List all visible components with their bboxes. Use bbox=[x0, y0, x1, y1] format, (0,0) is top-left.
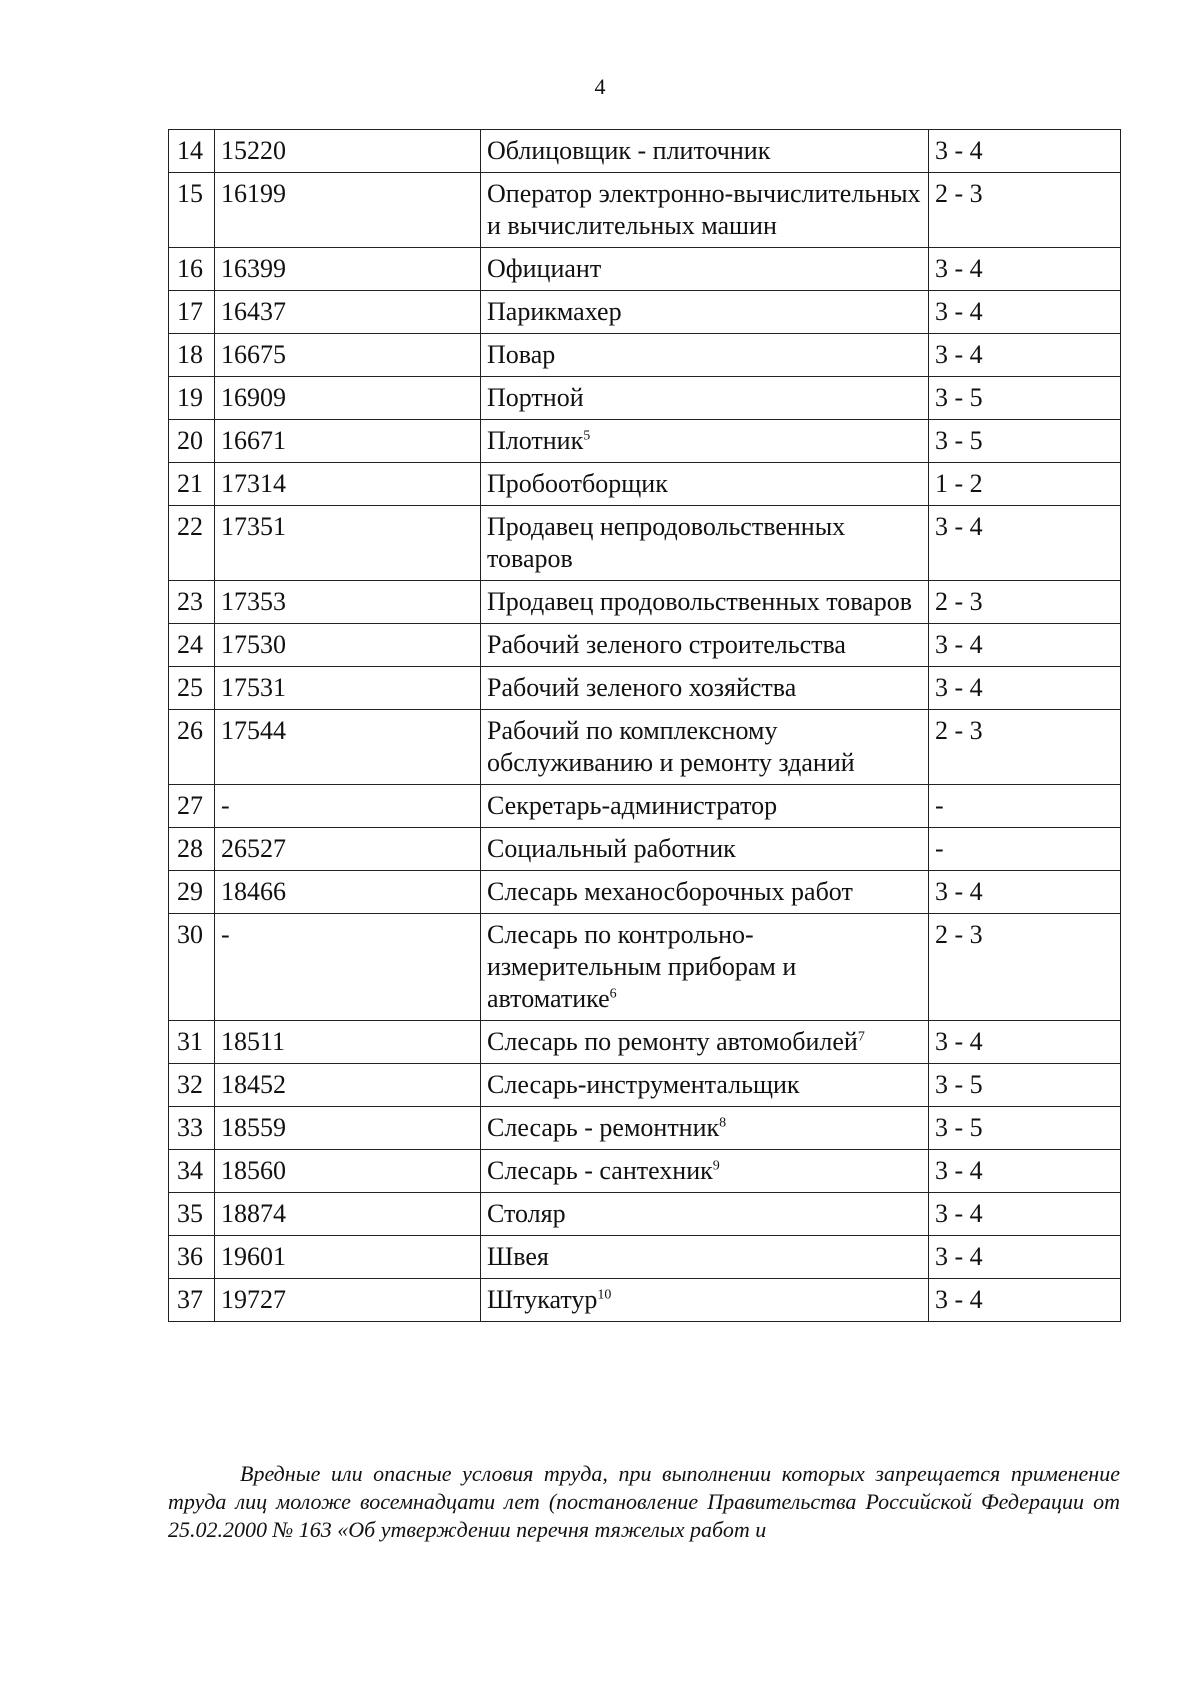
grade-cell-text: 3 - 4 bbox=[935, 1027, 983, 1056]
code-cell bbox=[215, 463, 481, 506]
row-number-cell bbox=[169, 710, 215, 785]
table-row bbox=[169, 785, 1121, 828]
table-row bbox=[169, 248, 1121, 291]
row-number-cell-text: 23 bbox=[177, 587, 203, 616]
code-cell-text: 16399 bbox=[221, 254, 286, 283]
row-number-cell bbox=[169, 130, 215, 173]
row-number-cell bbox=[169, 1150, 215, 1193]
table-row bbox=[169, 420, 1121, 463]
row-number-cell-text: 22 bbox=[177, 512, 203, 541]
row-number-cell bbox=[169, 463, 215, 506]
profession-name-cell-text: Портной bbox=[487, 383, 584, 412]
grade-cell-text: 1 - 2 bbox=[935, 469, 983, 498]
professions-table bbox=[168, 129, 1121, 1322]
profession-name-cell-text: Слесарь - ремонтник bbox=[487, 1113, 720, 1142]
profession-name-cell bbox=[481, 291, 929, 334]
row-number-cell bbox=[169, 914, 215, 1021]
row-number-cell-text: 36 bbox=[177, 1242, 203, 1271]
code-cell-text: 15220 bbox=[221, 136, 286, 165]
profession-name-cell-text: Плотник bbox=[487, 426, 584, 455]
code-cell bbox=[215, 1107, 481, 1150]
grade-cell-text: 3 - 4 bbox=[935, 673, 983, 702]
profession-name-cell-text: Повар bbox=[487, 340, 556, 369]
code-cell bbox=[215, 624, 481, 667]
grade-cell bbox=[929, 334, 1121, 377]
row-number-cell-text: 25 bbox=[177, 673, 203, 702]
code-cell bbox=[215, 248, 481, 291]
table-row bbox=[169, 1064, 1121, 1107]
grade-cell bbox=[929, 624, 1121, 667]
code-cell-text: 18559 bbox=[221, 1113, 286, 1142]
code-cell bbox=[215, 334, 481, 377]
row-number-cell-text: 26 bbox=[177, 716, 203, 745]
table-row bbox=[169, 463, 1121, 506]
grade-cell-text: 2 - 3 bbox=[935, 716, 983, 745]
profession-name-cell-text: Штукатур bbox=[487, 1285, 598, 1314]
page-number: 4 bbox=[594, 74, 606, 99]
profession-name-cell bbox=[481, 667, 929, 710]
code-cell bbox=[215, 377, 481, 420]
row-number-cell-text: 19 bbox=[177, 383, 203, 412]
grade-cell-text: 3 - 4 bbox=[935, 340, 983, 369]
row-number-cell bbox=[169, 871, 215, 914]
code-cell bbox=[215, 1064, 481, 1107]
code-cell bbox=[215, 1236, 481, 1279]
row-number-cell bbox=[169, 828, 215, 871]
table-row bbox=[169, 710, 1121, 785]
code-cell-text: 17530 bbox=[221, 630, 286, 659]
grade-cell-text: 2 - 3 bbox=[935, 920, 983, 949]
grade-cell bbox=[929, 130, 1121, 173]
grade-cell-text: 3 - 4 bbox=[935, 297, 983, 326]
profession-name-cell bbox=[481, 914, 929, 1021]
code-cell-text: 16199 bbox=[221, 179, 286, 208]
profession-name-cell-text: Парикмахер bbox=[487, 297, 622, 326]
grade-cell bbox=[929, 463, 1121, 506]
grade-cell-text: 3 - 4 bbox=[935, 1199, 983, 1228]
profession-name-cell bbox=[481, 248, 929, 291]
profession-name-cell bbox=[481, 828, 929, 871]
code-cell-text: 18560 bbox=[221, 1156, 286, 1185]
profession-name-cell bbox=[481, 463, 929, 506]
footnote-marker: 7 bbox=[857, 1029, 865, 1045]
row-number-cell bbox=[169, 334, 215, 377]
table-row bbox=[169, 130, 1121, 173]
grade-cell-text: 3 - 4 bbox=[935, 254, 983, 283]
grade-cell bbox=[929, 377, 1121, 420]
row-number-cell bbox=[169, 420, 215, 463]
profession-name-cell bbox=[481, 1193, 929, 1236]
table-row bbox=[169, 1279, 1121, 1322]
profession-name-cell-text: Продавец продовольственных товаров bbox=[487, 587, 912, 616]
grade-cell bbox=[929, 420, 1121, 463]
profession-name-cell bbox=[481, 581, 929, 624]
table-row bbox=[169, 914, 1121, 1021]
profession-name-cell bbox=[481, 173, 929, 248]
footer-paragraph: Вредные или опасные условия труда, при выполнении которых запрещается применение труда лиц моложе восемнадцати лет (постановление Правительства Российской Федерации от 25.02.2000 № 163 «Об утверждении перечня тяжелых работ и bbox=[168, 1461, 1120, 1542]
table-row bbox=[169, 291, 1121, 334]
code-cell bbox=[215, 785, 481, 828]
profession-name-cell-text: Швея bbox=[487, 1242, 549, 1271]
table-row bbox=[169, 1021, 1121, 1064]
profession-name-cell-text: Рабочий зеленого строительства bbox=[487, 630, 846, 659]
row-number-cell bbox=[169, 1021, 215, 1064]
grade-cell bbox=[929, 506, 1121, 581]
grade-cell-text: 2 - 3 bbox=[935, 179, 983, 208]
code-cell bbox=[215, 291, 481, 334]
grade-cell bbox=[929, 1279, 1121, 1322]
row-number-cell bbox=[169, 248, 215, 291]
table-row bbox=[169, 1236, 1121, 1279]
table-row bbox=[169, 377, 1121, 420]
code-cell bbox=[215, 581, 481, 624]
code-cell-text: - bbox=[221, 920, 230, 949]
row-number-cell-text: 37 bbox=[177, 1285, 203, 1314]
grade-cell bbox=[929, 1150, 1121, 1193]
code-cell-text: 18452 bbox=[221, 1070, 286, 1099]
profession-name-cell-text: Оператор электронно-вычислительных и вычислительных машин bbox=[487, 179, 921, 240]
grade-cell-text: 3 - 4 bbox=[935, 1156, 983, 1185]
profession-name-cell bbox=[481, 506, 929, 581]
grade-cell bbox=[929, 173, 1121, 248]
grade-cell-text: - bbox=[935, 791, 944, 820]
grade-cell bbox=[929, 1064, 1121, 1107]
code-cell-text: 18466 bbox=[221, 877, 286, 906]
row-number-cell-text: 14 bbox=[177, 136, 203, 165]
code-cell-text: 17531 bbox=[221, 673, 286, 702]
profession-name-cell bbox=[481, 785, 929, 828]
profession-name-cell-text: Социальный работник bbox=[487, 834, 736, 863]
table-row bbox=[169, 871, 1121, 914]
row-number-cell bbox=[169, 667, 215, 710]
footnote-marker: 8 bbox=[719, 1115, 727, 1131]
grade-cell bbox=[929, 914, 1121, 1021]
profession-name-cell-text: Рабочий по комплексному обслуживанию и ремонту зданий bbox=[487, 716, 855, 777]
grade-cell-text: 3 - 4 bbox=[935, 630, 983, 659]
grade-cell-text: 3 - 4 bbox=[935, 512, 983, 541]
grade-cell-text: 3 - 5 bbox=[935, 426, 983, 455]
profession-name-cell bbox=[481, 871, 929, 914]
code-cell bbox=[215, 420, 481, 463]
table-row bbox=[169, 1107, 1121, 1150]
row-number-cell-text: 32 bbox=[177, 1070, 203, 1099]
profession-name-cell-text: Облицовщик - плиточник bbox=[487, 136, 771, 165]
row-number-cell-text: 20 bbox=[177, 426, 203, 455]
code-cell bbox=[215, 1193, 481, 1236]
footnote-marker: 6 bbox=[609, 986, 617, 1002]
grade-cell bbox=[929, 1021, 1121, 1064]
profession-name-cell bbox=[481, 420, 929, 463]
row-number-cell-text: 18 bbox=[177, 340, 203, 369]
code-cell-text: 17353 bbox=[221, 587, 286, 616]
row-number-cell bbox=[169, 1064, 215, 1107]
code-cell-text: 19601 bbox=[221, 1242, 286, 1271]
grade-cell-text: - bbox=[935, 834, 944, 863]
grade-cell bbox=[929, 710, 1121, 785]
grade-cell bbox=[929, 1193, 1121, 1236]
profession-name-cell-text: Продавец непродовольственных товаров bbox=[487, 512, 846, 573]
code-cell bbox=[215, 130, 481, 173]
code-cell-text: 18511 bbox=[221, 1027, 286, 1056]
row-number-cell-text: 15 bbox=[177, 179, 203, 208]
row-number-cell bbox=[169, 581, 215, 624]
profession-name-cell bbox=[481, 624, 929, 667]
profession-name-cell-text: Пробоотборщик bbox=[487, 469, 668, 498]
code-cell bbox=[215, 710, 481, 785]
footnote-marker: 5 bbox=[583, 428, 591, 444]
code-cell bbox=[215, 914, 481, 1021]
grade-cell bbox=[929, 871, 1121, 914]
row-number-cell-text: 34 bbox=[177, 1156, 203, 1185]
grade-cell-text: 3 - 5 bbox=[935, 383, 983, 412]
table-row bbox=[169, 624, 1121, 667]
profession-name-cell-text: Слесарь по контрольно-измерительным приборам и автоматике bbox=[487, 920, 797, 1013]
row-number-cell bbox=[169, 291, 215, 334]
grade-cell bbox=[929, 785, 1121, 828]
row-number-cell bbox=[169, 1279, 215, 1322]
grade-cell bbox=[929, 828, 1121, 871]
profession-name-cell bbox=[481, 1279, 929, 1322]
grade-cell-text: 2 - 3 bbox=[935, 587, 983, 616]
row-number-cell-text: 29 bbox=[177, 877, 203, 906]
code-cell-text: 26527 bbox=[221, 834, 286, 863]
profession-name-cell bbox=[481, 377, 929, 420]
code-cell bbox=[215, 1279, 481, 1322]
code-cell-text: 17544 bbox=[221, 716, 286, 745]
grade-cell-text: 3 - 5 bbox=[935, 1070, 983, 1099]
row-number-cell bbox=[169, 1193, 215, 1236]
code-cell-text: 16675 bbox=[221, 340, 286, 369]
table-row bbox=[169, 173, 1121, 248]
row-number-cell bbox=[169, 377, 215, 420]
row-number-cell-text: 35 bbox=[177, 1199, 203, 1228]
code-cell-text: 16909 bbox=[221, 383, 286, 412]
row-number-cell bbox=[169, 624, 215, 667]
profession-name-cell-text: Слесарь - сантехник bbox=[487, 1156, 713, 1185]
profession-name-cell bbox=[481, 1064, 929, 1107]
code-cell-text: 17351 bbox=[221, 512, 286, 541]
grade-cell-text: 3 - 4 bbox=[935, 1242, 983, 1271]
grade-cell-text: 3 - 4 bbox=[935, 877, 983, 906]
grade-cell-text: 3 - 4 bbox=[935, 1285, 983, 1314]
code-cell bbox=[215, 828, 481, 871]
code-cell bbox=[215, 173, 481, 248]
code-cell-text: - bbox=[221, 791, 230, 820]
code-cell bbox=[215, 871, 481, 914]
row-number-cell bbox=[169, 1107, 215, 1150]
profession-name-cell bbox=[481, 1021, 929, 1064]
grade-cell bbox=[929, 1107, 1121, 1150]
table-row bbox=[169, 581, 1121, 624]
code-cell-text: 19727 bbox=[221, 1285, 286, 1314]
profession-name-cell-text: Официант bbox=[487, 254, 602, 283]
profession-name-cell-text: Столяр bbox=[487, 1199, 566, 1228]
row-number-cell bbox=[169, 506, 215, 581]
row-number-cell-text: 31 bbox=[177, 1027, 203, 1056]
profession-name-cell bbox=[481, 130, 929, 173]
grade-cell bbox=[929, 1236, 1121, 1279]
row-number-cell-text: 27 bbox=[177, 791, 203, 820]
table-row bbox=[169, 334, 1121, 377]
row-number-cell-text: 24 bbox=[177, 630, 203, 659]
code-cell bbox=[215, 1150, 481, 1193]
profession-name-cell-text: Слесарь по ремонту автомобилей bbox=[487, 1027, 858, 1056]
table-row bbox=[169, 506, 1121, 581]
table-body bbox=[169, 130, 1121, 1322]
row-number-cell-text: 28 bbox=[177, 834, 203, 863]
row-number-cell bbox=[169, 1236, 215, 1279]
footnote-marker: 9 bbox=[712, 1158, 720, 1174]
row-number-cell bbox=[169, 785, 215, 828]
profession-name-cell bbox=[481, 1236, 929, 1279]
code-cell-text: 16671 bbox=[221, 426, 286, 455]
grade-cell bbox=[929, 291, 1121, 334]
profession-name-cell-text: Рабочий зеленого хозяйства bbox=[487, 673, 797, 702]
profession-name-cell bbox=[481, 334, 929, 377]
row-number-cell-text: 30 bbox=[177, 920, 203, 949]
code-cell-text: 18874 bbox=[221, 1199, 286, 1228]
code-cell-text: 16437 bbox=[221, 297, 286, 326]
grade-cell bbox=[929, 581, 1121, 624]
table-row bbox=[169, 828, 1121, 871]
row-number-cell-text: 16 bbox=[177, 254, 203, 283]
code-cell bbox=[215, 506, 481, 581]
row-number-cell-text: 17 bbox=[177, 297, 203, 326]
table-row bbox=[169, 1193, 1121, 1236]
grade-cell bbox=[929, 667, 1121, 710]
profession-name-cell bbox=[481, 1107, 929, 1150]
profession-name-cell-text: Слесарь-инструментальщик bbox=[487, 1070, 800, 1099]
footnote-marker: 10 bbox=[597, 1287, 612, 1303]
profession-name-cell bbox=[481, 710, 929, 785]
row-number-cell-text: 33 bbox=[177, 1113, 203, 1142]
profession-name-cell-text: Секретарь-администратор bbox=[487, 791, 778, 820]
profession-name-cell-text: Слесарь механосборочных работ bbox=[487, 877, 853, 906]
grade-cell bbox=[929, 248, 1121, 291]
grade-cell-text: 3 - 4 bbox=[935, 136, 983, 165]
table-row bbox=[169, 1150, 1121, 1193]
code-cell bbox=[215, 667, 481, 710]
grade-cell-text: 3 - 5 bbox=[935, 1113, 983, 1142]
code-cell bbox=[215, 1021, 481, 1064]
row-number-cell-text: 21 bbox=[177, 469, 203, 498]
profession-name-cell bbox=[481, 1150, 929, 1193]
code-cell-text: 17314 bbox=[221, 469, 286, 498]
row-number-cell bbox=[169, 173, 215, 248]
table-row bbox=[169, 667, 1121, 710]
